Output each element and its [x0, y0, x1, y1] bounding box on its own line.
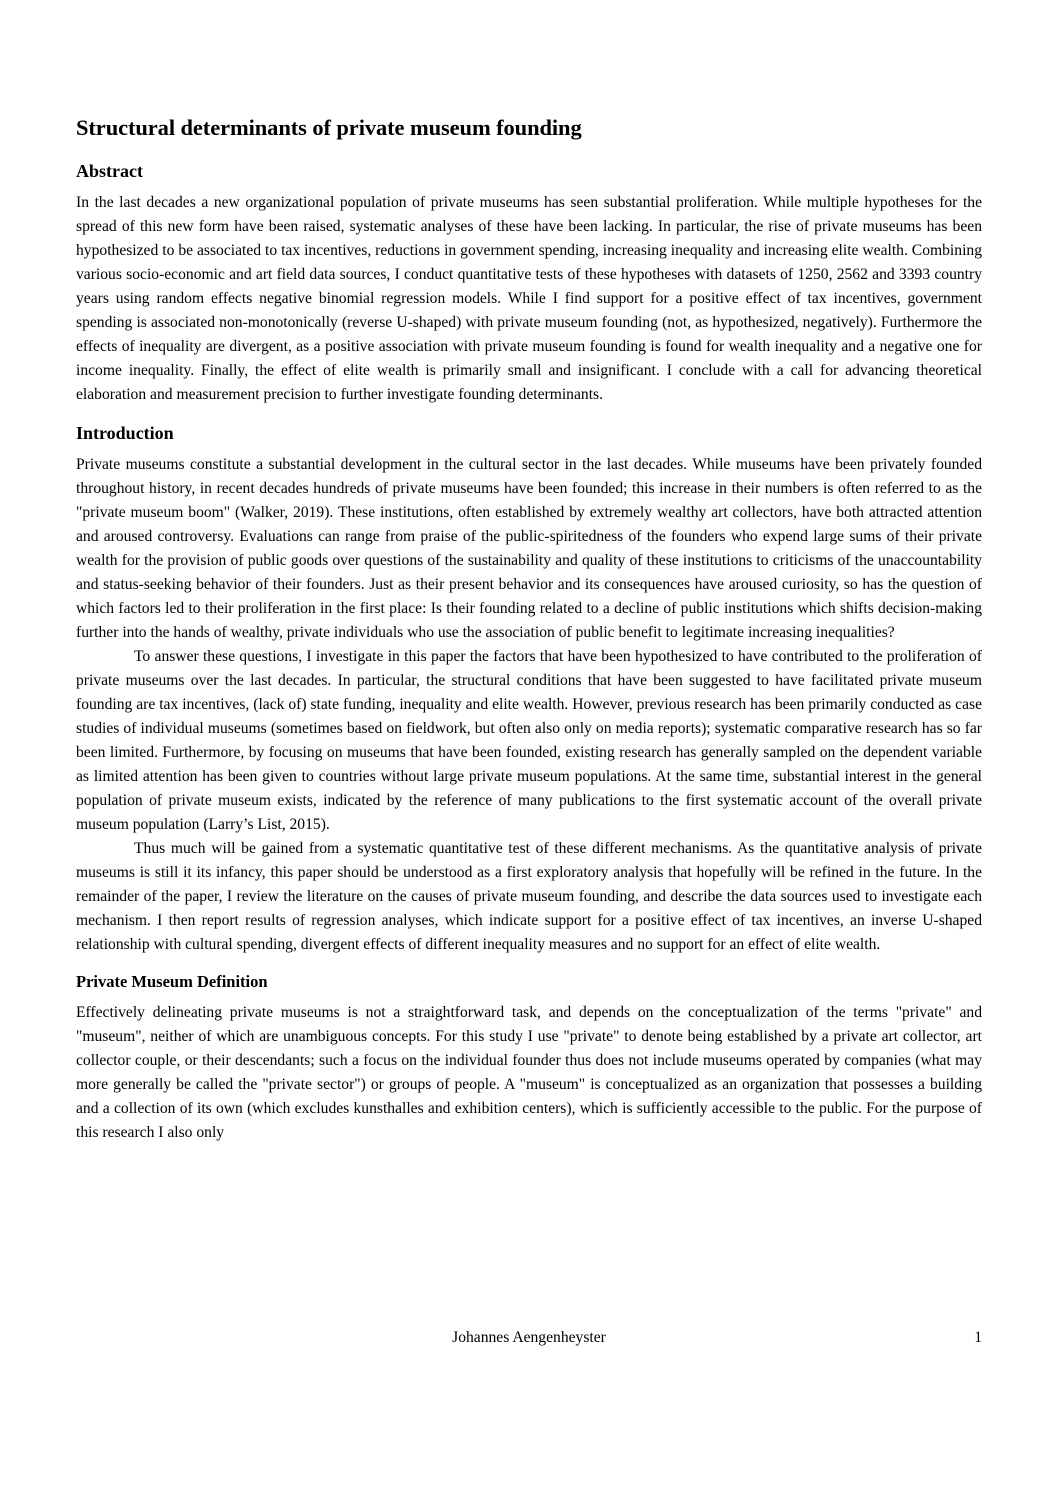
abstract-text: In the last decades a new organizational population of private museums has seen substantial proliferation. While multiple hypotheses for the spread of this new form have been raised, systematic analyses of these have been lacking. In particular, the rise of private museums has been hypothesized to be associated to tax incentives, reductions in government spending, increasing inequality and increasing elite wealth. Combining various socio-economic and art field data sources, I conduct quantitative tests of these hypotheses with datasets of 1250, 2562 and 3393 country years using random effects negative binomial regression models. While I find support for a positive effect of tax incentives, government spending is associated non-monotonically (reverse U-shaped) with private museum founding (not, as hypothesized, negatively). Furthermore the effects of inequality are divergent, as a positive association with private museum founding is found for wealth inequality and a negative one for income inequality. Finally, the effect of elite wealth is primarily small and insignificant. I conclude with a call for advancing theoretical elaboration and measurement precision to further investigate founding determinants. [76, 194, 982, 403]
abstract-heading: Abstract [76, 161, 143, 181]
page-number: 1 [974, 1329, 982, 1346]
paper-title: Structural determinants of private museum founding [76, 115, 582, 140]
introduction-paragraph-2: To answer these questions, I investigate in this paper the factors that have been hypothesized to have contributed to the proliferation of private museums over the last decades. In particular, the structural conditions that have been suggested to have facilitated private museum founding are tax incentives, (lack of) state funding, inequality and elite wealth. However, previous research has been primarily conducted as case studies of individual museums (sometimes based on fieldwork, but often also only on media reports); systematic comparative research has so far been limited. Furthermore, by focusing on museums that have been founded, existing research has generally sampled on the dependent variable as limited attention has been given to countries without large private museum populations. At the same time, substantial interest in the general population of private museum exists, indicated by the reference of many publications to the first systematic account of the overall private museum population (Larry’s List, 2015). [76, 648, 982, 833]
section-spacer [76, 407, 982, 421]
introduction-heading: Introduction [76, 423, 174, 443]
definition-heading: Private Museum Definition [76, 972, 268, 991]
page-content [76, 114, 982, 1145]
section-spacer [76, 957, 982, 970]
definition-text: Effectively delineating private museums is not a straightforward task, and depends on the conceptualization of the terms "private" and "museum", neither of which are unambiguous concepts. For this study I use "private" to denote being established by a private art collector, art collector couple, or their descendants; such a focus on the individual founder thus does not include museums operated by companies (what may more generally be called the "private sector") or groups of people. A "museum" is conceptualized as an organization that possesses a building and a collection of its own (which excludes kunsthalles and exhibition centers), which is sufficiently accessible to the public. For the purpose of this research I also only [76, 1004, 982, 1141]
footer-author: Johannes Aengenheyster [452, 1329, 606, 1346]
introduction-paragraph-3: Thus much will be gained from a systematic quantitative test of these different mechanisms. As the quantitative analysis of private museums is still it its infancy, this paper should be understood as a first exploratory analysis that hopefully will be refined in the future. In the remainder of the paper, I review the literature on the causes of private museum founding, and describe the data sources used to investigate each mechanism. I then report results of regression analyses, which indicate support for a positive effect of tax incentives, an inverse U-shaped relationship with cultural spending, divergent effects of different inequality measures and no support for an effect of elite wealth. [76, 840, 982, 953]
introduction-paragraph-1: Private museums constitute a substantial development in the cultural sector in the last decades. While museums have been privately founded throughout history, in recent decades hundreds of private museums have been founded; this increase in their numbers is often referred to as the "private museum boom" (Walker, 2019). These institutions, often established by extremely wealthy art collectors, have both attracted attention and aroused controversy. Evaluations can range from praise of the public-spiritedness of the founders who expend large sums of their private wealth for the provision of public goods over questions of the sustainability and quality of these institutions to criticisms of the unaccountability and status-seeking behavior of their founders. Just as their present behavior and its consequences have aroused curiosity, so has the question of which factors led to their proliferation in the first place: Is their founding related to a decline of public institutions which shifts decision-making further into the hands of wealthy, private individuals who use the association of public benefit to legitimate increasing inequalities? [76, 456, 982, 641]
